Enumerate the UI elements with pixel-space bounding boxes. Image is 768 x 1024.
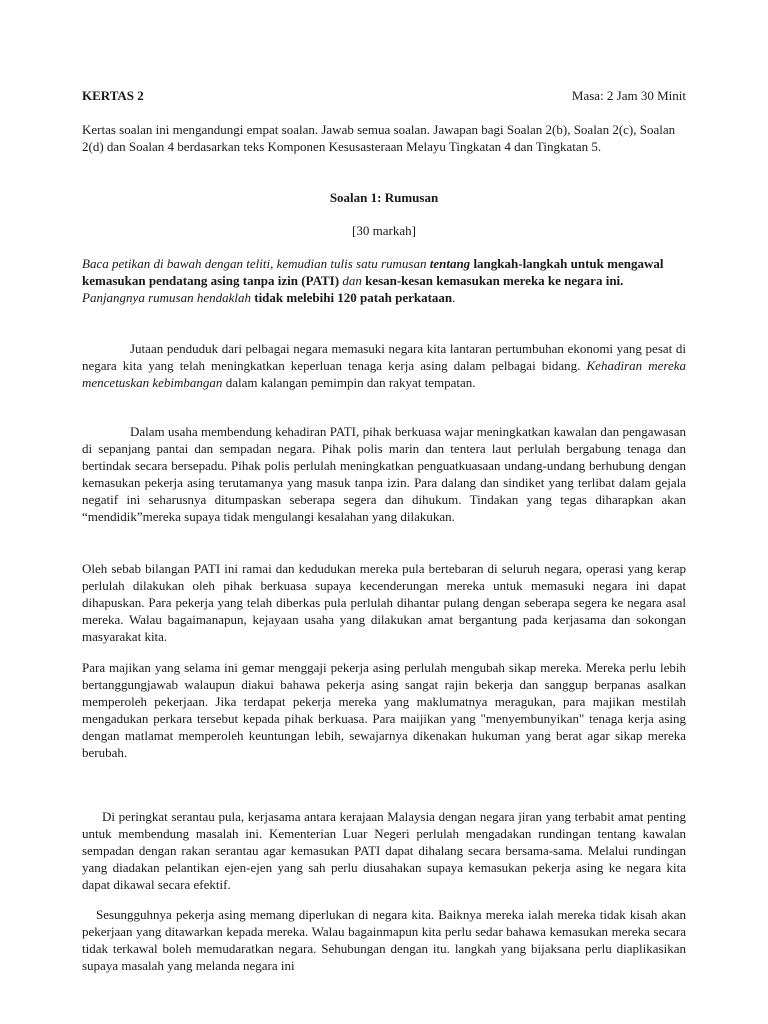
prompt-part-6: Panjangnya rumusan hendaklah [82,290,255,305]
passage-paragraph-4: Para majikan yang selama ini gemar menggaji pekerja asing perlulah mengubah sikap mereka. Mereka perlu lebih bertanggungjawab walaupun diakui bahawa pekerja asing sangat rajin bekerja dan sanggup berpanas asalkan memperoleh pekerjaan. Jika terdapat pekerja mereka yang maklumatnya meragukan, para majikan mestilah mengadukan perkara tersebut kepada pihak berkuasa. Para maijikan yang "menyembunyikan" tenaga kerja asing dengan matlamat memperoleh keuntungan lebih, sewajarnya dikenakan hukuman yang berat agar sikap mereka berubah. [82,660,686,760]
paper-title: KERTAS 2 [82,88,144,103]
passage-paragraph-3: Oleh sebab bilangan PATI ini ramai dan kedudukan mereka pula bertebaran di seluruh negara, operasi yang kerap perlulah dilakukan oleh pihak berkuasa supaya kecenderungan mereka untuk memasuki negara ini dapat dihapuskan. Para pekerja yang telah diberkas pula perlulah dihantar pulang dengan seberapa segera ke negara asal mereka. Walau bagaimanapun, kejayaan usaha yang dilakukan amat bergantung pada kerjasama dan sokongan masyarakat kita. [82,561,686,644]
paper-header [82,88,686,106]
para1-part-c: dalam kalangan pemimpin dan rakyat tempatan. [222,375,476,390]
exam-duration: Masa: 2 Jam 30 Minit [571,88,686,103]
instructions-text: Kertas soalan ini mengandungi empat soalan. Jawab semua soalan. Jawapan bagi Soalan 2(b), Soalan 2(c), Soalan 2(d) dan Soalan 4 berdasarkan teks Komponen Kesusasteraan Melayu Tingkatan 4 dan Tingkatan 5. [82,122,676,154]
passage-paragraph-2: Dalam usaha membendung kehadiran PATI, pihak berkuasa wajar meningkatkan kawalan dan pengawasan di sepanjang pantai dan sempadan negara. Pihak polis marin dan tentera laut perlulah bergabung tenaga dan bertindak secara bersepadu. Pihak polis perlulah meningkatkan penguatkuasaan undang-undang berhubung dengan kemasukan pekerja asing terutamanya yang masuk tanpa izin. Para dalang dan sindiket yang terlibat dalam gejala negatif ini seharusnya ditumpaskan seberapa segera dan dihukum. Tindakan yang tegas diharapkan akan “mendidik”mereka supaya tidak mengulangi kesalahan yang dilakukan. [82,424,686,524]
prompt-part-3: langkah-langkah untuk mengawal kemasukan pendatang asing tanpa izin (PATI) [82,256,664,288]
prompt-part-2: tentang [429,256,471,271]
prompt-part-4: dan [339,273,366,288]
prompt-part-1: Baca petikan di bawah dengan teliti, kemudian tulis satu rumusan [82,256,430,271]
prompt-part-7: tidak melebihi 120 patah perkataan [254,290,453,305]
passage-paragraph-5: Di peringkat serantau pula, kerjasama antara kerajaan Malaysia dengan negara jiran yang terbabit amat penting untuk membendung masalah ini. Kementerian Luar Negeri perlulah mengadakan rundingan tentang kawalan sempadan dengan rakan serantau agar kemasukan PATI dapat dihalang secara bersama-sama. Melalui rundingan yang diadakan pelantikan ejen-ejen yang sah perlu diusahakan supaya kemasukan pekerja asing ke negara kita dapat dikawal secara efektif. [82,809,686,892]
prompt-part-5: kesan-kesan kemasukan mereka ke negara ini. [365,273,624,288]
passage-paragraph-6: Sesungguhnya pekerja asing memang diperlukan di negara kita. Baiknya mereka ialah mereka tidak kisah akan pekerjaan yang ditawarkan kepada mereka. Walau bagainmapun kita perlu sedar bahawa kemasukan mereka secara tidak terkawal boleh memudaratkan negara. Sehubungan dengan itu. langkah yang bijaksana perlu diaplikasikan supaya masalah yang melanda negara ini [82,907,686,973]
question-title: Soalan 1: Rumusan [329,190,439,205]
para1-part-b: Kehadiran mereka mencetuskan kebimbangan [82,358,686,390]
passage-paragraph-1 [82,340,686,391]
prompt-part-8: . [452,290,456,305]
para1-part-a: Jutaan penduduk dari pelbagai negara memasuki negara kita lantaran pertumbuhan ekonomi yang pesat di negara kita yang telah meningkatkan keperluan tenaga kerja asing dalam pelbagai bidang. [82,341,686,373]
question-marks: [30 markah] [352,223,416,238]
question-prompt [82,255,686,306]
